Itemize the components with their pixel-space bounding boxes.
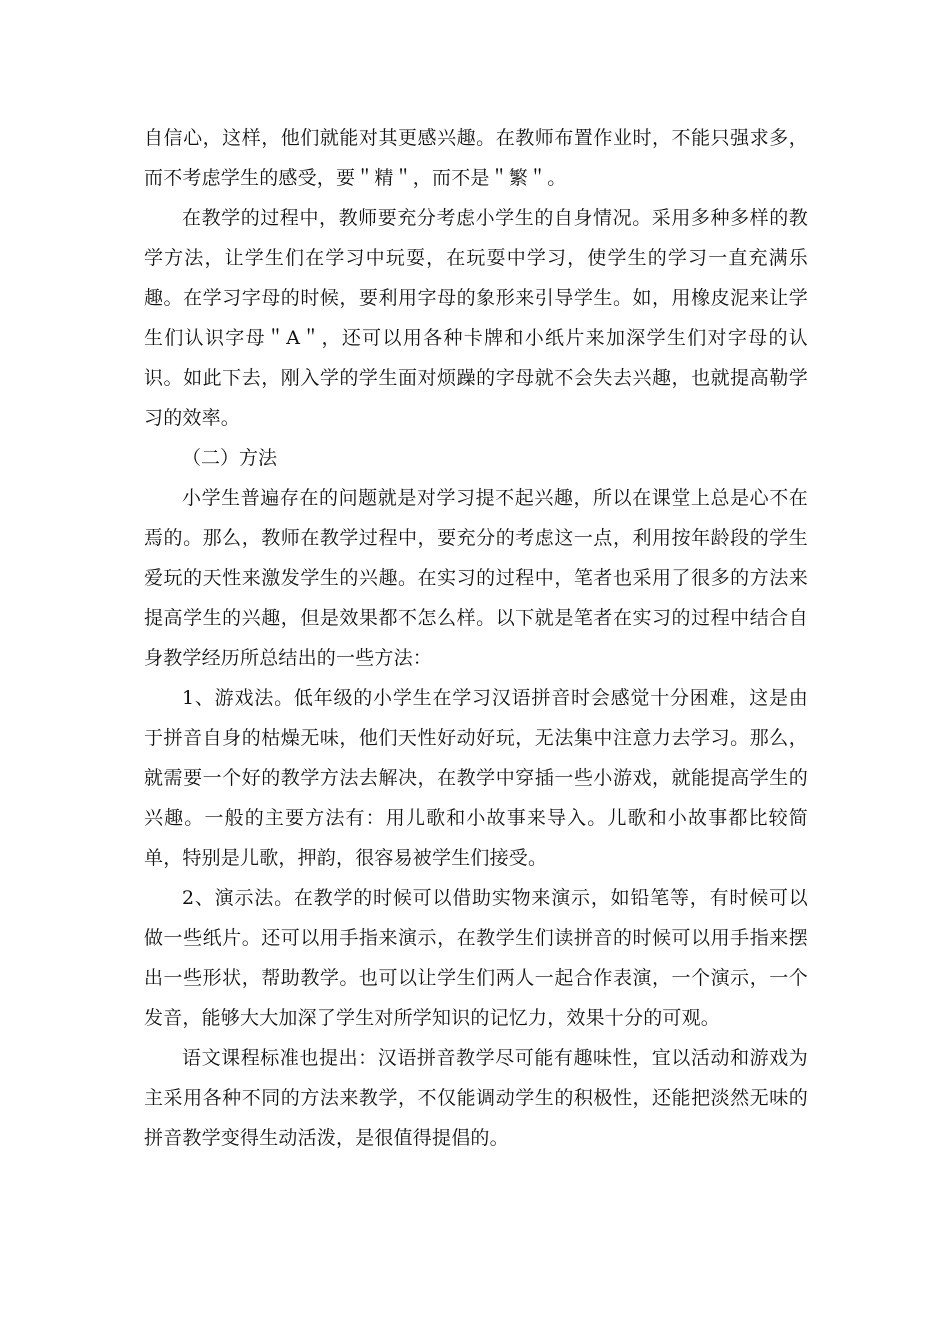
paragraph-curriculum-standard: 语文课程标准也提出：汉语拼音教学尽可能有趣味性，宜以活动和游戏为主采用各种不同的方法来教学，不仅能调动学生的积极性，还能把淡然无味的拼音教学变得生动活泼，是很值得提倡的。: [144, 1047, 808, 1149]
paragraph-continuation: 自信心，这样，他们就能对其更感兴趣。在教师布置作业时，不能只强求多，而不考虑学生的感受，要＂精＂，而不是＂繁＂。: [144, 127, 808, 189]
document-page: [144, 118, 808, 1158]
paragraph-demonstration-method: 2、演示法。在教学的时候可以借助实物来演示，如铅笔等，有时候可以做一些纸片。还可以用手指来演示，在教学生们读拼音的时候可以用手指来摆出一些形状，帮助教学。也可以让学生们两人一起合作表演，一个演示，一个发音，能够大大加深了学生对所学知识的记忆力，效果十分的可观。: [144, 887, 808, 1029]
paragraph-methods-intro: 小学生普遍存在的问题就是对学习提不起兴趣，所以在课堂上总是心不在焉的。那么，教师在教学过程中，要充分的考虑这一点，利用按年龄段的学生爱玩的天性来激发学生的兴趣。在实习的过程中，笔者也采用了很多的方法来提高学生的兴趣，但是效果都不怎么样。以下就是笔者在实习的过程中结合自身教学经历所总结出的一些方法：: [144, 487, 808, 669]
section-heading-methods: （二）方法: [182, 447, 278, 469]
paragraph-game-method: 1、游戏法。低年级的小学生在学习汉语拼音时会感觉十分困难，这是由于拼音自身的枯燥无味，他们天性好动好玩，无法集中注意力去学习。那么，就需要一个好的教学方法去解决，在教学中穿插一些小游戏，就能提高学生的兴趣。一般的主要方法有：用儿歌和小故事来导入。儿歌和小故事都比较简单，特别是儿歌，押韵，很容易被学生们接受。: [144, 687, 808, 869]
paragraph-teaching-process: 在教学的过程中，教师要充分考虑小学生的自身情况。采用多种多样的教学方法，让学生们在学习中玩耍，在玩耍中学习，使学生的学习一直充满乐趣。在学习字母的时候，要利用字母的象形来引导学生。如，用橡皮泥来让学生们认识字母＂A＂，还可以用各种卡牌和小纸片来加深学生们对字母的认识。如此下去，刚入学的学生面对烦躁的字母就不会失去兴趣，也就提高勒学习的效率。: [144, 207, 808, 429]
